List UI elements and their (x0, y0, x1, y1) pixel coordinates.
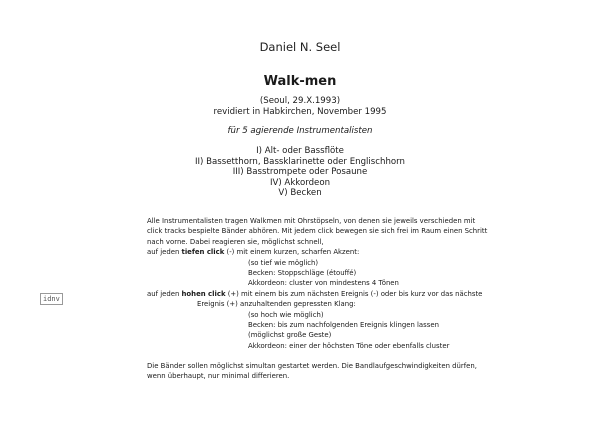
instruction-line: Alle Instrumentalisten tragen Walkmen mit Ohrstöpseln, von denen sie jeweils verschieden mit (147, 217, 476, 225)
instruction-line: nach vorne. Dabei reagieren sie, möglichst schnell, (147, 237, 324, 246)
instrumentation-subtitle: für 5 agierende Instrumentalisten (227, 126, 373, 136)
low-click-item: (so tief wie möglich) (248, 258, 319, 267)
high-click-item: (möglichst große Geste) (248, 331, 332, 340)
side-tag: idnv (40, 293, 63, 305)
closing-line: wenn überhaupt, nur minimal differieren. (147, 372, 290, 381)
high-click-keyword: hohen click (181, 289, 226, 298)
instrument-item: IV) Akkordeon (269, 177, 331, 188)
high-click-continuation: Ereignis (+) anzuhaltenden gepressten Klang: (197, 300, 356, 309)
instrument-item: II) Bassetthorn, Bassklarinette oder Englischhorn (194, 156, 405, 167)
instruction-line: click tracks bespielte Bänder abhören. Mit jedem click bewegen sie sich frei im Raum einen Schritt (147, 227, 488, 236)
instrument-item: I) Alt- oder Bassflöte (256, 146, 344, 156)
closing-line: Die Bänder sollen möglichst simultan gestartet werden. Die Bandlaufgeschwindigkeiten dürfen, (147, 362, 477, 370)
instrument-item: V) Becken (278, 188, 322, 199)
low-click-item: Akkordeon: cluster von mindestens 4 Tönen (248, 279, 399, 288)
instrument-item: III) Basstrompete oder Posaune (232, 167, 368, 178)
low-click-keyword: tiefen click (181, 248, 225, 257)
low-click-line: auf jeden tiefen click (-) mit einem kurzen, scharfen Akzent: (147, 248, 360, 257)
author-name: Daniel N. Seel (259, 40, 341, 54)
revision-line: revidiert in Habkirchen, November 1995 (213, 107, 387, 117)
piece-title: Walk-men (263, 74, 337, 89)
origin-line: (Seoul, 29.X.1993) (259, 96, 341, 106)
high-click-item: Akkordeon: einer der höchsten Töne oder ebenfalls cluster (248, 341, 450, 350)
high-click-item: Becken: bis zum nachfolgenden Ereignis klingen lassen (248, 321, 439, 329)
high-click-line: auf jeden hohen click (+) mit einem bis zum nächsten Ereignis (-) oder bis kurz vor das nächste (147, 289, 483, 298)
low-click-item: Becken: Stoppschläge (étouffé) (248, 269, 357, 277)
high-click-item: (so hoch wie möglich) (248, 310, 324, 319)
